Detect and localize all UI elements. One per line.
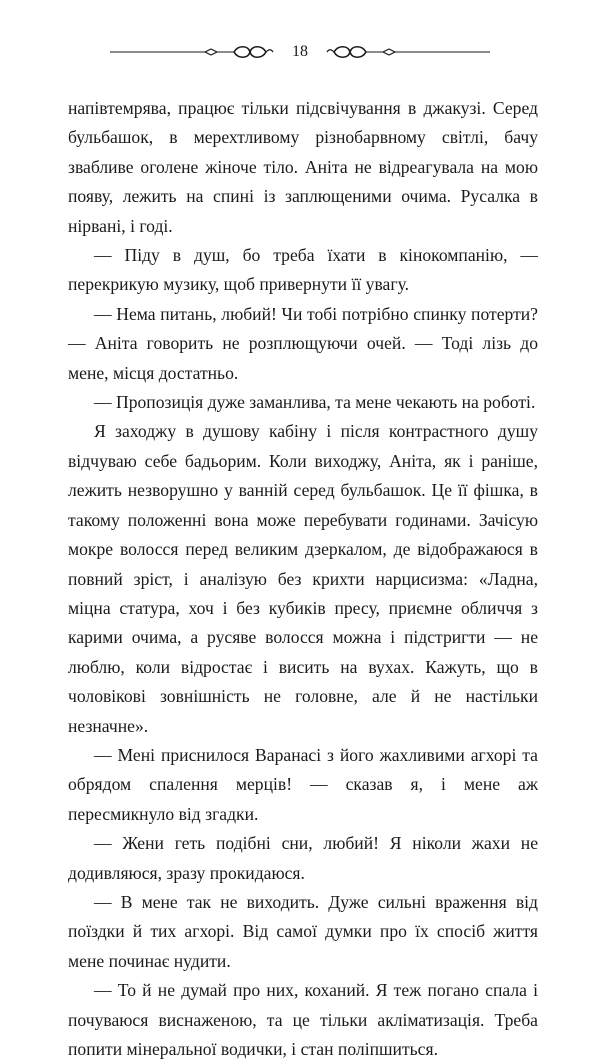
page-number: 18 bbox=[292, 43, 308, 60]
paragraph: — Нема питань, любий! Чи тобі потрібно спинку потерти? — Аніта говорить не розплющуючи очей. — Тоді лізь до мене, місця достатньо. bbox=[68, 303, 538, 383]
paragraph: — То й не думай про них, коханий. Я теж погано спала і почуваюся виснаженою, та це тільки акліматизація. Треба попити мінеральної водички, і стан поліпшиться. bbox=[68, 980, 538, 1059]
paragraph: — В мене так не виходить. Дуже сильні враження від поїздки й тих агхорі. Від самої думки про їх спосіб життя мене починає нудити. bbox=[68, 891, 538, 971]
paragraph: — Жени геть подібні сни, любий! Я ніколи жахи не додивляюся, зразу прокидаюся. bbox=[68, 833, 538, 883]
paragraph: — Пропозиція дуже заманлива, та мене чекають на роботі. bbox=[94, 392, 536, 413]
paragraph: — Мені приснилося Варанасі з його жахливими агхорі та обрядом спалення мерців! — сказав я, і мене аж пересмикнуло від згадки. bbox=[68, 744, 538, 824]
paragraph: напівтемрява, працює тільки підсвічування в джакузі. Серед бульбашок, в мерехтливому різнобарвному світлі, бачу звабливе оголене жіноче тіло. Аніта не відреагувала на мою появу, лежить на спині із заплющеними очима. Русалка в нірвані, і годі. bbox=[68, 98, 538, 236]
paragraph: Я заходжу в душову кабіну і після контрастного душу відчуваю себе бадьорим. Коли виходжу, Аніта, як і раніше, лежить незворушно у ванній серед бульбашок. Це її фішка, в такому положенні вона може перебувати годинами. Зачісую мокре волосся перед великим дзеркалом, де відображаюся в повний зріст, і аналізую без крихти нарцисизма: «Ладна, міцна статура, хоч і без кубиків пресу, приємне обличчя з карими очима, а русяве волосся можна і підстригти — не люблю, коли відростає і висить на вухах. Кажуть, що в чоловікові зовнішність не головне, але й не настільки незначне». bbox=[68, 421, 538, 736]
body-text bbox=[68, 94, 538, 1064]
page-header bbox=[110, 32, 490, 72]
paragraph: — Піду в душ, бо треба їхати в кінокомпанію, — перекрикую музику, щоб привернути її увагу. bbox=[68, 245, 538, 295]
